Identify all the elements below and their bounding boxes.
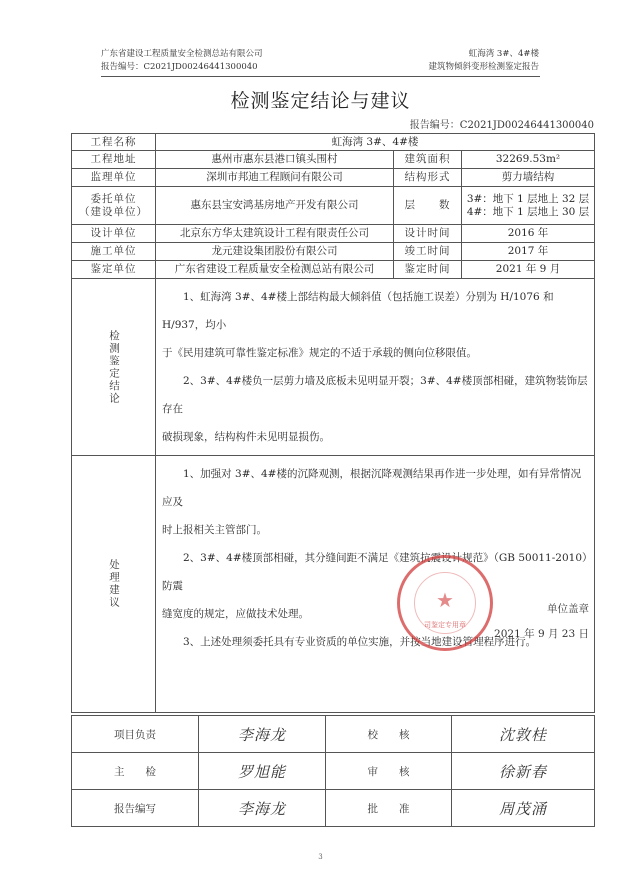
cell-project-name: 虹海湾 3#、4#楼 (156, 134, 595, 151)
page-number: 3 (318, 853, 323, 861)
cell-value: 2017 年 (462, 243, 595, 261)
seal-date: 2021 年 9 月 23 日 (494, 628, 589, 640)
cell-label: 设计单位 (72, 225, 156, 243)
cell-value: 深圳市邦迪工程顾问有限公司 (156, 169, 394, 187)
conclusion-p2-l2: 破损现象，结构构件未见明显损伤。 (162, 431, 330, 443)
cell-label: 建筑面积 (394, 151, 462, 169)
cell-label: 监理单位 (72, 169, 156, 187)
seal-label: 单位盖章 (547, 603, 589, 615)
signature: 罗旭能 (199, 753, 326, 790)
signature-row (72, 716, 595, 753)
suggestion-p1-l1: 1、加强对 3#、4#楼的沉降观测，根据沉降观测结果再作进一步处理，如有异常情况应及 (162, 468, 581, 508)
cell-label: 设计时间 (394, 225, 462, 243)
label-line: （建设单位） (79, 205, 148, 218)
role-label: 批 准 (326, 790, 452, 827)
signature-row (72, 753, 595, 790)
signature: 李海龙 (199, 790, 326, 827)
table-row (72, 169, 595, 187)
role-label: 审 核 (326, 753, 452, 790)
table-row (72, 261, 595, 279)
cell-label: 结构形式 (394, 169, 462, 187)
header-report-type: 建筑物倾斜变形检测鉴定报告 (428, 62, 539, 72)
suggestions-body (156, 456, 595, 713)
signature-row (72, 790, 595, 827)
signature: 沈敦桂 (452, 716, 595, 753)
role-label: 主 检 (72, 753, 199, 790)
header-company: 广东省建设工程质量安全检测总站有限公司 (101, 49, 263, 59)
cell-label: 鉴定单位 (72, 261, 156, 279)
page-title: 检测鉴定结论与建议 (230, 90, 411, 112)
suggestions-section (72, 456, 595, 713)
conclusion-label: 检测鉴定结论 (108, 329, 120, 405)
seal-text: 司鉴定专用章 (424, 621, 466, 629)
cell-label: 层 数 (394, 187, 462, 225)
cell-label: 竣工时间 (394, 243, 462, 261)
signature-table (71, 715, 595, 827)
value-line: 3#：地下 1 层地上 32 层 (466, 192, 590, 205)
header-project: 虹海湾 3#、4#楼 (468, 49, 539, 59)
header-divider (101, 76, 540, 77)
cell-label: 工程地址 (72, 151, 156, 169)
cell-value: 2021 年 9 月 (462, 261, 595, 279)
cell-value: 32269.53m² (462, 151, 595, 169)
table-row (72, 134, 595, 151)
suggestion-p3: 3、上述处理须委托具有专业资质的单位实施，并按当地建设管理程序进行。 (183, 636, 537, 648)
cell-value: 龙元建设集团股份有限公司 (156, 243, 394, 261)
header-left (101, 48, 263, 74)
cell-value: 惠东县宝安鸿基房地产开发有限公司 (156, 187, 394, 225)
suggestion-p1-l2: 时上报相关主管部门。 (162, 524, 267, 536)
report-number: 报告编号：C2021JD00246441300040 (409, 120, 594, 131)
signature: 李海龙 (199, 716, 326, 753)
table-row (72, 243, 595, 261)
table-row (72, 151, 595, 169)
cell-value: 北京东方华太建筑设计工程有限责任公司 (156, 225, 394, 243)
cell-value: 惠州市惠东县港口镇头围村 (156, 151, 394, 169)
seal-star-icon: ★ (436, 588, 454, 612)
table-row (72, 225, 595, 243)
header-report-no: 报告编号：C2021JD00246441300040 (101, 62, 258, 72)
role-label: 项目负责 (72, 716, 199, 753)
suggestions-label: 处理建议 (108, 559, 120, 609)
table-row (72, 187, 595, 225)
cell-value: 广东省建设工程质量安全检测总站有限公司 (156, 261, 394, 279)
cell-label: 鉴定时间 (394, 261, 462, 279)
suggestions-label-cell (72, 456, 156, 713)
conclusion-section (72, 279, 595, 456)
conclusion-p2-l1: 2、3#、4#楼负一层剪力墙及底板未见明显开裂；3#、4#楼顶部相碰，建筑物装饰层存在 (162, 375, 588, 415)
header-right (428, 48, 539, 74)
cell-label: 施工单位 (72, 243, 156, 261)
conclusion-body (156, 279, 595, 456)
cell-value (462, 187, 595, 225)
cell-label: 工程名称 (72, 134, 156, 151)
conclusion-label-cell (72, 279, 156, 456)
conclusion-p1-l1: 1、虹海湾 3#、4#楼上部结构最大倾斜值（包括施工误差）分别为 H/1076 和 H/937，均小 (162, 291, 554, 331)
suggestion-p2-l2: 缝宽度的规定，应做技术处理。 (162, 608, 309, 620)
signature: 徐新春 (452, 753, 595, 790)
official-seal-icon (397, 555, 493, 651)
cell-value: 剪力墙结构 (462, 169, 595, 187)
value-line: 4#：地下 1 层地上 30 层 (466, 205, 590, 218)
role-label: 报告编写 (72, 790, 199, 827)
cell-label (72, 187, 156, 225)
conclusion-p1-l2: 于《民用建筑可靠性鉴定标准》规定的不适于承载的侧向位移限值。 (162, 347, 477, 359)
suggestion-p2-l1: 2、3#、4#楼顶部相碰，其分缝间距不满足《建筑抗震设计规范》（GB 50011-2010）防震 (162, 552, 588, 592)
role-label: 校 核 (326, 716, 452, 753)
signature: 周茂涌 (452, 790, 595, 827)
label-line: 委托单位 (90, 192, 137, 205)
cell-value: 2016 年 (462, 225, 595, 243)
